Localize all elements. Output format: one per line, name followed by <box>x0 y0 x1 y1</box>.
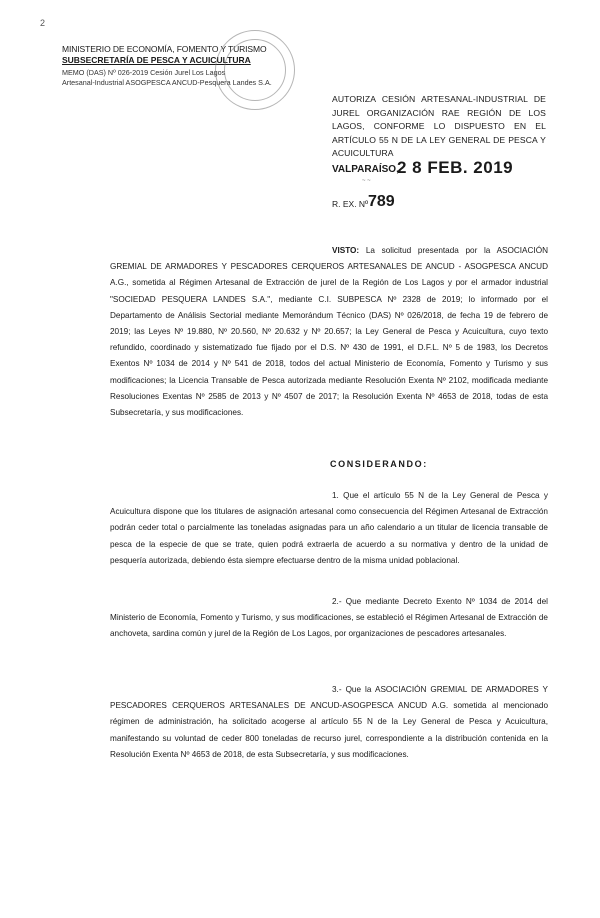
subsecretaria-name: SUBSECRETARÍA DE PESCA Y ACUICULTURA <box>62 55 251 65</box>
official-seal-stamp <box>215 30 295 110</box>
visto-paragraph <box>110 243 548 421</box>
memo-reference: MEMO (DAS) Nº 026-2019 Cesión Jurel Los Lagos <box>62 68 226 77</box>
handwritten-mark: ~ ~ <box>362 178 371 184</box>
considerando-item <box>110 682 548 763</box>
considerando-1-text: 1. Que el artículo 55 N de la Ley General de Pesca y Acuicultura dispone que los titulares de asignación artesanal como consecuencia del Régimen Artesanal de Extracción podrán ceder total o parcialmente las toneladas asignadas para un año calendario a un titular de licencia transable de pesca de la especie de que se trate, quien podrá extraerla de acuerdo a su normativa y dentro de la unidad de pesquería autorizada, debiendo ésta siempre efectuarse dentro de la misma unidad poblacional. <box>110 491 548 565</box>
ministry-name: MINISTERIO DE ECONOMÍA, FOMENTO Y TURISMO <box>62 44 267 54</box>
cession-reference: Artesanal-Industrial ASOGPESCA ANCUD-Pesquera Landes S.A. <box>62 78 272 87</box>
resolution-title: AUTORIZA CESIÓN ARTESANAL-INDUSTRIAL DE JUREL ORGANIZACIÓN RAE REGIÓN DE LOS LAGOS, CONFORME LO DISPUESTO EN EL ARTÍCULO 55 N DE LA LEY GENERAL DE PESCA Y ACUICULTURA <box>332 94 546 159</box>
place-label: VALPARAÍSO, <box>332 164 399 175</box>
page-mark: 2 <box>40 18 46 28</box>
resolution-number: 789 <box>368 193 395 210</box>
considerando-3-text: 3.- Que la ASOCIACIÓN GREMIAL DE ARMADORES Y PESCADORES CERQUEROS ARTESANALES DE ANCUD-ASOGPESCA ANCUD A.G. sometida al mencionado régimen de administración, ha solicitado acogerse al artículo 55 N de la Ley General de Pesca y Acuicultura, manifestando su voluntad de ceder 800 toneladas de recurso jurel, correspondiente a la distribución contenida en la Resolución Exenta Nº 4653 de 2018, de esta Subsecretaría, y sus modificaciones. <box>110 685 548 759</box>
considerando-heading: CONSIDERANDO: <box>330 459 428 469</box>
resolution-label: R. EX. Nº <box>332 199 369 209</box>
visto-label: VISTO: <box>332 246 360 255</box>
considerando-2-text: 2.- Que mediante Decreto Exento Nº 1034 de 2014 del Ministerio de Economía, Fomento y Turismo, y sus modificaciones, se estableció el Régimen Artesanal de Extracción de anchoveta, sardina común y jurel de la Región de Los Lagos, por organizaciones de pescadores artesanales. <box>110 597 548 639</box>
date-stamp: 2 8 FEB. 2019 <box>397 158 514 177</box>
considerando-item <box>110 488 548 569</box>
considerando-item <box>110 594 548 643</box>
visto-text: La solicitud presentada por la ASOCIACIÓN GREMIAL DE ARMADORES Y PESCADORES CERQUEROS ARTESANALES DE ANCUD - ASOGPESCA ANCUD A.G., sometida al Régimen Artesanal de Extracción de jurel de la Región de Los Lagos y por el armador industrial "SOCIEDAD PESQUERA LANDES S.A.", mediante C.I. SUBPESCA Nº 2328 de 2019; lo informado por el Departamento de Análisis Sectorial mediante Memorándum Técnico (DAS) Nº 026/2018, de fecha 19 de febrero de 2019; las Leyes Nº 19.880, Nº 20.560, Nº 20.632 y Nº 20.657; la Ley General de Pesca y Acuicultura, cuyo texto refundido, coordinado y sistematizado fue fijado por el D.S. Nº 430 de 1991, el D.F.L. Nº 5 de 1983, los Decretos Exentos Nº 1034 de 2014 y Nº 541 de 2018, todos del actual Ministerio de Economía, Fomento y Turismo y sus modificaciones; la Licencia Transable de Pesca autorizada mediante Resolución Exenta Nº 2102, modificada mediante Resoluciones Exentas Nº 2585 de 2013 y Nº 4507 de 2017; la Resolución Exenta Nº 4653 de 2018, todas de esta Subsecretaría, y sus modificaciones. <box>110 246 548 418</box>
